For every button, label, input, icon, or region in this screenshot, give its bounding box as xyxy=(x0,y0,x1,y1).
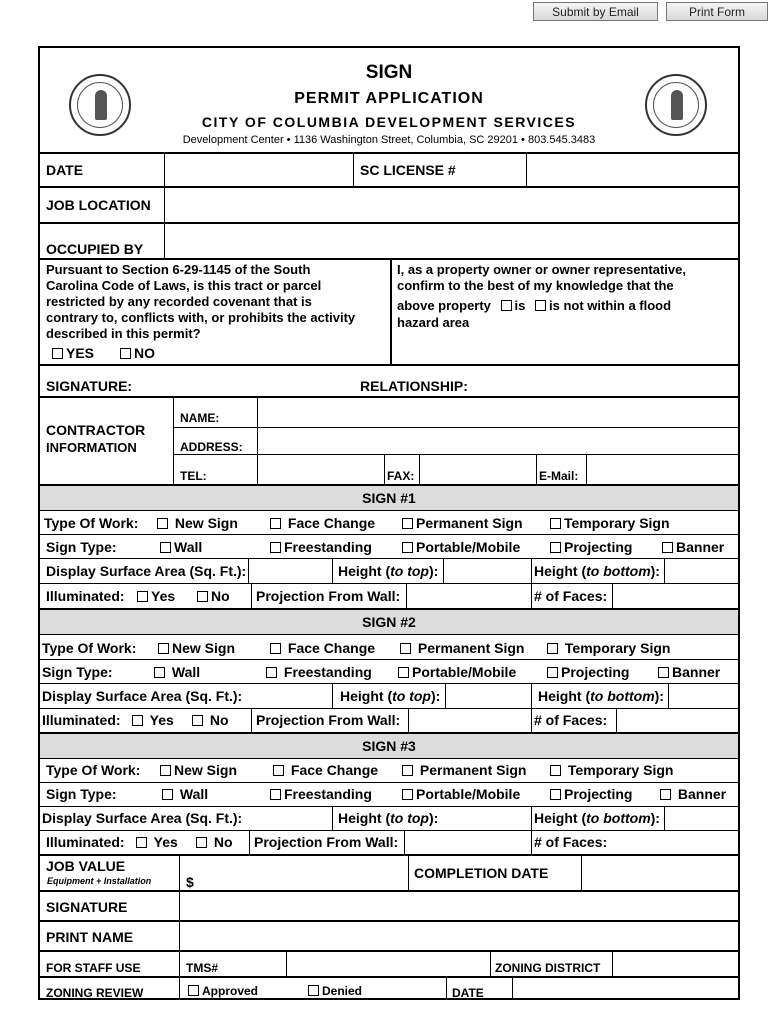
sign-3-banner-checkbox[interactable] xyxy=(660,789,671,800)
sign-3-face-change-option[interactable]: Face Change xyxy=(273,762,378,778)
contractor-name-label: NAME: xyxy=(180,411,220,425)
job-location-field[interactable] xyxy=(166,190,738,220)
sign-2-projection-label: Projection From Wall: xyxy=(256,712,401,728)
sign-3-illuminated-yes-checkbox[interactable] xyxy=(136,837,147,848)
sign-1-display-area-label: Display Surface Area (Sq. Ft.): xyxy=(46,563,247,579)
sign-2-sign-type-label: Sign Type: xyxy=(42,664,113,680)
sign-3-portable-checkbox[interactable] xyxy=(402,789,413,800)
sign-2-type-of-work-label: Type Of Work: xyxy=(42,640,137,656)
contractor-address-field[interactable] xyxy=(259,429,738,454)
contractor-tel-label: TEL: xyxy=(180,469,207,483)
flood-statement-end: hazard area xyxy=(397,315,470,330)
sign-1-portable-option[interactable]: Portable/Mobile xyxy=(402,539,520,555)
sign-1-face-change-checkbox[interactable] xyxy=(270,518,281,529)
contractor-email-label: E-Mail: xyxy=(539,469,579,483)
owner-signature-label: SIGNATURE xyxy=(46,899,128,915)
sign-2-temporary-checkbox[interactable] xyxy=(547,643,558,654)
completion-date-field[interactable] xyxy=(583,858,738,888)
sign-3-freestanding-checkbox[interactable] xyxy=(270,789,281,800)
sc-license-label: SC LICENSE # xyxy=(360,162,456,178)
sign-3-illuminated-no-option[interactable]: No xyxy=(196,834,233,850)
zoning-district-label: ZONING DISTRICT xyxy=(495,961,601,975)
sign-1-face-change-option[interactable]: Face Change xyxy=(270,515,375,531)
job-location-label: JOB LOCATION xyxy=(46,197,151,213)
sign-1-new-sign-checkbox[interactable] xyxy=(157,518,168,529)
sign-3-temporary-option[interactable]: Temporary Sign xyxy=(550,762,673,778)
sign-3-height-top-label: Height (to top): xyxy=(338,810,439,826)
sign-1-illuminated-label: Illuminated: xyxy=(46,588,125,604)
sign-2-new-sign-option[interactable]: New Sign xyxy=(158,640,235,656)
sign-3-new-sign-option[interactable]: New Sign xyxy=(160,762,237,778)
staff-use-label: FOR STAFF USE xyxy=(46,961,141,975)
sc-license-field[interactable] xyxy=(528,156,738,185)
sign-1-banner-checkbox[interactable] xyxy=(662,542,673,553)
sign-2-wall-option[interactable]: Wall xyxy=(154,664,200,680)
sign-2-freestanding-option[interactable]: Freestanding xyxy=(266,664,372,680)
department-name: CITY OF COLUMBIA DEVELOPMENT SERVICES xyxy=(201,114,577,130)
sign-3-display-area-label: Display Surface Area (Sq. Ft.): xyxy=(42,810,243,826)
sign-1-faces-label: # of Faces: xyxy=(534,588,608,604)
sign-1-illuminated-yes-checkbox[interactable] xyxy=(137,591,148,602)
covenant-no-option[interactable]: NO xyxy=(120,345,155,361)
permit-form xyxy=(38,46,740,1000)
zoning-review-label: ZONING REVIEW xyxy=(46,986,144,1000)
sign-3-faces-label: # of Faces: xyxy=(534,834,608,850)
sign-3-height-bottom-label: Height (to bottom): xyxy=(534,810,660,826)
sign-3-banner-option[interactable]: Banner xyxy=(660,786,726,802)
sign-1-permanent-option[interactable]: Permanent Sign xyxy=(402,515,523,531)
print-name-field[interactable] xyxy=(181,924,738,949)
sign-1-illuminated-no-checkbox[interactable] xyxy=(197,591,208,602)
sign-1-new-sign-option[interactable]: New Sign xyxy=(157,515,238,531)
denied-checkbox[interactable] xyxy=(308,985,319,996)
form-title: SIGN xyxy=(365,62,413,83)
owner-signature-field[interactable] xyxy=(181,894,738,919)
sign-3-freestanding-option[interactable]: Freestanding xyxy=(270,786,372,802)
sign-2-portable-option[interactable]: Portable/Mobile xyxy=(398,664,516,680)
approved-option[interactable]: Approved xyxy=(188,984,258,998)
contractor-name-field[interactable] xyxy=(259,400,738,426)
sign-3-wall-checkbox[interactable] xyxy=(162,789,173,800)
sign-1-heading: SIGN #1 xyxy=(362,490,416,506)
sign-1-type-of-work-label: Type Of Work: xyxy=(44,515,139,531)
contractor-address-label: ADDRESS: xyxy=(180,440,243,454)
occupied-by-label: OCCUPIED BY xyxy=(46,241,144,257)
sign-2-banner-checkbox[interactable] xyxy=(658,667,669,678)
sign-2-wall-checkbox[interactable] xyxy=(154,667,165,678)
sign-2-banner-option[interactable]: Banner xyxy=(658,664,720,680)
sign-3-heading: SIGN #3 xyxy=(362,738,416,754)
date-label: DATE xyxy=(46,162,84,178)
sign-3-illuminated-label: Illuminated: xyxy=(46,834,125,850)
sign-2-height-bottom-label: Height (to bottom): xyxy=(538,688,664,704)
denied-option[interactable]: Denied xyxy=(308,984,362,998)
covenant-question: Pursuant to Section 6-29-1145 of the South Carolina Code of Laws, is this tract or parcel restricted by any recorded covenant that is contrary to, conflicts with, or prohibits the activity described in this permit? xyxy=(46,262,356,341)
sign-1-portable-checkbox[interactable] xyxy=(402,542,413,553)
form-subtitle: PERMIT APPLICATION xyxy=(294,90,484,107)
flood-is-not-checkbox[interactable] xyxy=(535,300,546,311)
sign-1-sign-type-label: Sign Type: xyxy=(46,539,117,555)
sign-3-type-of-work-label: Type Of Work: xyxy=(46,762,141,778)
review-date-label: DATE xyxy=(452,986,484,1000)
flood-options: above property is is not within a flood xyxy=(397,298,672,313)
completion-date-label: COMPLETION DATE xyxy=(414,865,549,881)
contractor-fax-label: FAX: xyxy=(387,469,415,483)
sign-2-heading: SIGN #2 xyxy=(362,614,416,630)
sign-3-temporary-checkbox[interactable] xyxy=(550,765,561,776)
sign-2-illuminated-no-option[interactable]: No xyxy=(192,712,229,728)
sign-3-illuminated-yes-option[interactable]: Yes xyxy=(136,834,178,850)
sign-2-faces-label: # of Faces: xyxy=(534,712,608,728)
sign-3-projecting-checkbox[interactable] xyxy=(550,789,561,800)
sign-3-portable-option[interactable]: Portable/Mobile xyxy=(402,786,520,802)
sign-1-height-top-label: Height (to top): xyxy=(338,563,439,579)
sign-2-permanent-option[interactable]: Permanent Sign xyxy=(400,640,524,656)
sign-2-temporary-option[interactable]: Temporary Sign xyxy=(547,640,670,656)
submit-by-email-button[interactable]: Submit by Email xyxy=(533,2,658,21)
job-value-label: JOB VALUE xyxy=(46,858,126,874)
sign-2-new-sign-checkbox[interactable] xyxy=(158,643,169,654)
sign-1-temporary-checkbox[interactable] xyxy=(550,518,561,529)
sign-3-projecting-option[interactable]: Projecting xyxy=(550,786,632,802)
sign-2-height-top-label: Height (to top): xyxy=(340,688,441,704)
job-value-field[interactable] xyxy=(196,858,406,888)
sign-2-face-change-option[interactable]: Face Change xyxy=(270,640,375,656)
sign-2-illuminated-label: Illuminated: xyxy=(42,712,121,728)
sign-2-portable-checkbox[interactable] xyxy=(398,667,409,678)
contractor-label: CONTRACTOR xyxy=(46,422,146,438)
print-name-label: PRINT NAME xyxy=(46,929,134,945)
date-field[interactable] xyxy=(166,156,352,185)
sign-1-freestanding-option[interactable]: Freestanding xyxy=(270,539,372,555)
yes-checkbox[interactable] xyxy=(52,348,63,359)
sign-3-wall-option[interactable]: Wall xyxy=(162,786,208,802)
no-checkbox[interactable] xyxy=(120,348,131,359)
sign-3-new-sign-checkbox[interactable] xyxy=(160,765,171,776)
sign-2-projecting-checkbox[interactable] xyxy=(547,667,558,678)
sign-1-projecting-option[interactable]: Projecting xyxy=(550,539,632,555)
sign-3-illuminated-no-checkbox[interactable] xyxy=(196,837,207,848)
sign-1-projecting-checkbox[interactable] xyxy=(550,542,561,553)
sign-2-face-change-checkbox[interactable] xyxy=(270,643,281,654)
sign-1-wall-checkbox[interactable] xyxy=(160,542,171,553)
sign-1-display-area-field[interactable] xyxy=(249,560,331,582)
sign-3-permanent-option[interactable]: Permanent Sign xyxy=(402,762,526,778)
dollar-sign: $ xyxy=(186,874,194,890)
occupied-by-field[interactable] xyxy=(166,226,738,256)
department-address: Development Center • 1136 Washington Street, Columbia, SC 29201 • 803.545.3483 xyxy=(182,134,596,146)
sign-1-illuminated-yes-option[interactable]: Yes xyxy=(137,588,175,604)
relationship-label: RELATIONSHIP: xyxy=(360,378,468,394)
sign-2-projecting-option[interactable]: Projecting xyxy=(547,664,629,680)
sign-3-projection-label: Projection From Wall: xyxy=(254,834,399,850)
sign-1-temporary-option[interactable]: Temporary Sign xyxy=(550,515,670,531)
sign-2-illuminated-yes-checkbox[interactable] xyxy=(132,715,143,726)
sign-1-illuminated-no-option[interactable]: No xyxy=(197,588,230,604)
sign-2-freestanding-checkbox[interactable] xyxy=(266,667,277,678)
print-form-button[interactable]: Print Form xyxy=(666,2,768,21)
flood-is-checkbox[interactable] xyxy=(501,300,512,311)
sign-2-illuminated-no-checkbox[interactable] xyxy=(192,715,203,726)
approved-checkbox[interactable] xyxy=(188,985,199,996)
sign-3-sign-type-label: Sign Type: xyxy=(46,786,117,802)
flood-statement: I, as a property owner or owner representative, confirm to the best of my knowledge that the xyxy=(397,262,686,293)
signature-label: SIGNATURE: xyxy=(46,378,133,394)
sign-1-projection-label: Projection From Wall: xyxy=(256,588,401,604)
sign-2-illuminated-yes-option[interactable]: Yes xyxy=(132,712,174,728)
sign-1-banner-option[interactable]: Banner xyxy=(662,539,724,555)
sign-1-wall-option[interactable]: Wall xyxy=(160,539,202,555)
tms-label: TMS# xyxy=(186,961,219,975)
sign-3-face-change-checkbox[interactable] xyxy=(273,765,284,776)
sign-2-display-area-label: Display Surface Area (Sq. Ft.): xyxy=(42,688,243,704)
equipment-note: Equipment + Installation xyxy=(47,876,152,886)
sign-1-permanent-checkbox[interactable] xyxy=(402,518,413,529)
covenant-yes-option[interactable]: YES xyxy=(52,345,94,361)
sign-3-permanent-checkbox[interactable] xyxy=(402,765,413,776)
information-label: INFORMATION xyxy=(46,440,137,455)
sign-1-height-bottom-label: Height (to bottom): xyxy=(534,563,660,579)
sign-2-permanent-checkbox[interactable] xyxy=(400,643,411,654)
sign-1-freestanding-checkbox[interactable] xyxy=(270,542,281,553)
